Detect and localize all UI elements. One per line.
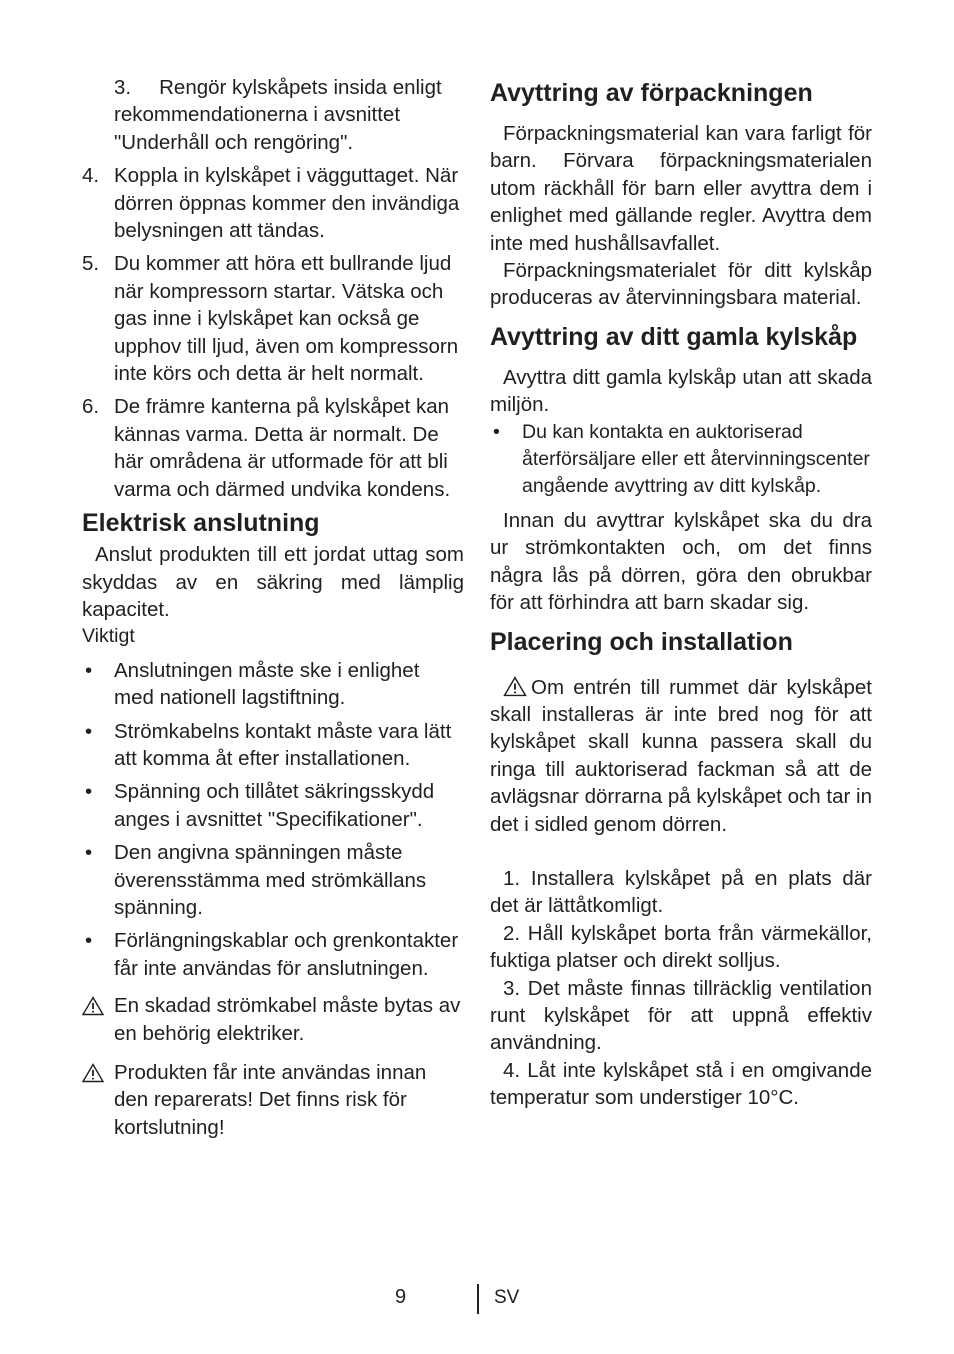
placering-warning	[490, 674, 872, 838]
step-text: De främre kanterna på kylskåpet kan kännas varma. Detta är normalt. De här områdena är utformade för att bli varma och därmed undvika kondens.	[114, 395, 451, 501]
warning-text: En skadad strömkabel måste bytas av en behörig elektriker.	[114, 994, 461, 1045]
warning-text: Produkten får inte användas innan den reparerats! Det finns risk för kortslutning!	[114, 1061, 427, 1139]
step-text: Du kommer att höra ett bullrande ljud när kompressorn startar. Vätska och gas inne i kylskåpet kan också ge upphov till ljud, även om kompressorn inte körs och detta är helt normalt.	[114, 252, 459, 386]
list-item: 3. Det måste finnas tillräcklig ventilation runt kylskåpet för att uppnå effektiv användning.	[490, 976, 872, 1055]
left-column	[82, 74, 464, 1141]
list-item: 4. Låt inte kylskåpet stå i en omgivande temperatur som understiger 10°C.	[490, 1058, 872, 1110]
language-code: SV	[494, 1287, 520, 1308]
list-item	[82, 839, 464, 921]
steps-list	[82, 162, 464, 503]
section-heading-forpackning: Avyttring av förpackningen	[490, 79, 813, 107]
list-item	[82, 778, 464, 833]
warning-damaged-cable	[82, 992, 464, 1047]
step-number: 5.	[82, 252, 100, 276]
forpackning-p1: Förpackningsmaterial kan vara farligt för barn. Förvara förpackningsmaterialen utom räckhåll för barn eller avyttra dem i enlighet med gällande regler. Avyttra dem inte med hushållsavfallet.	[490, 122, 872, 255]
list-item	[82, 162, 464, 244]
placering-items	[490, 865, 872, 1112]
bullet-mark: •	[85, 719, 93, 743]
bullet-mark: •	[85, 780, 93, 804]
bullet-mark: •	[85, 658, 93, 682]
gamla-p2: Innan du avyttrar kylskåpet ska du dra ur strömkontakten och, om det finns några lås på dörren, göra den obrukbar för att förhindra att barn skadar sig.	[490, 508, 872, 615]
bullet-text: Strömkabelns kontakt måste vara lätt att komma åt efter installationen.	[114, 719, 452, 770]
list-item: 2. Håll kylskåpet borta från värmekällor, fuktiga platser och direkt solljus.	[490, 921, 872, 973]
step-number: 6.	[82, 395, 100, 419]
list-item	[490, 419, 872, 501]
bullet-text: Spänning och tillåtet säkringsskydd anges i avsnittet "Specifikationer".	[114, 780, 435, 831]
gamla-bullets	[490, 419, 872, 501]
right-column	[490, 74, 872, 1112]
step-3-number: 3.	[114, 76, 132, 99]
list-item	[82, 250, 464, 387]
bullet-text: Den angivna spänningen måste överensstämma med strömkällans spänning.	[114, 841, 427, 919]
bullet-mark: •	[85, 929, 93, 953]
step-text: Koppla in kylskåpet i vägguttaget. När dörren öppnas kommer den invändiga belysningen att tändas.	[114, 164, 460, 243]
elektrisk-bullets	[82, 657, 464, 982]
bullet-text: Förlängningskablar och grenkontakter får inte användas för anslutningen.	[114, 929, 459, 980]
section-heading-gamla: Avyttring av ditt gamla kylskåp	[490, 322, 858, 351]
list-item: 1. Installera kylskåpet på en plats där det är lättåtkomligt.	[490, 866, 872, 918]
warning-triangle-icon	[82, 1063, 104, 1083]
bullet-mark: •	[85, 841, 93, 865]
warning-short-circuit	[82, 1059, 464, 1141]
list-item	[82, 393, 464, 503]
list-item	[82, 927, 464, 982]
section-heading-elektrisk: Elektrisk anslutning	[82, 509, 320, 538]
gamla-p1: Avyttra ditt gamla kylskåp utan att skada miljön.	[490, 365, 872, 417]
page-number: 9	[395, 1286, 407, 1308]
bullet-mark: •	[493, 420, 500, 443]
bullet-text: Anslutningen måste ske i enlighet med nationell lagstiftning.	[114, 658, 420, 710]
placering-warning-text: Om entrén till rummet där kylskåpet skall installeras är inte bred nog för att kylskåpet skall kunna passera skall du ringa till auktoriserad fackman så att de avlägsnar dörrarna på kylskåpet och tar in det i sidled genom dörren.	[490, 675, 872, 836]
step-3	[82, 74, 464, 156]
step-number: 4.	[82, 164, 100, 188]
bullet-text: Du kan kontakta en auktoriserad återförsäljare eller ett återvinningscenter angående avyttring av ditt kylskåp.	[522, 420, 870, 498]
forpackning-p2: Förpackningsmaterialet för ditt kylskåp produceras av återvinningsbara material.	[490, 259, 872, 310]
list-item	[82, 657, 464, 712]
section-heading-placering: Placering och installation	[490, 627, 793, 656]
elektrisk-intro: Anslut produkten till ett jordat uttag som skyddas av en säkring med lämplig kapacitet.	[82, 543, 464, 621]
step-3-text: Rengör kylskåpets insida enligt rekommendationerna i avsnittet "Underhåll och rengöring".	[114, 76, 442, 154]
warning-triangle-icon	[82, 996, 104, 1016]
list-item	[82, 718, 464, 773]
footer-divider	[477, 1284, 479, 1314]
warning-triangle-icon	[503, 676, 527, 697]
viktigt-label: Viktigt	[82, 625, 135, 648]
